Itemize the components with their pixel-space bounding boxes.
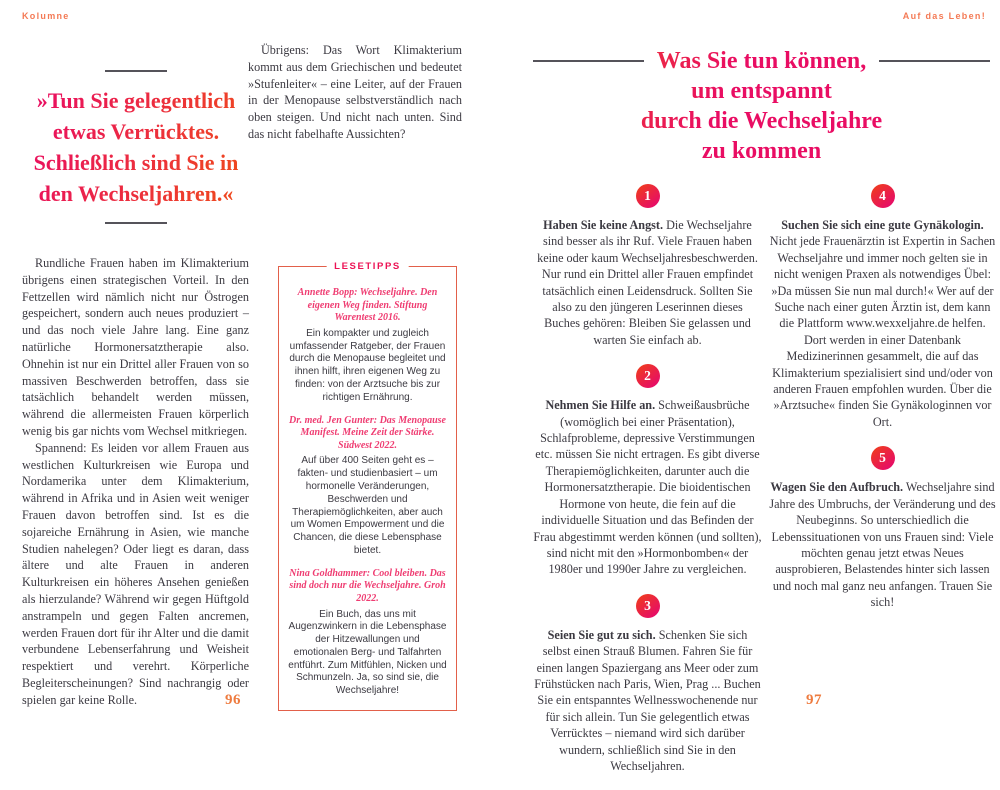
body-paragraph: Spannend: Es leiden vor allem Frauen aus westlichen Kulturkreisen wie Europa und Nordamerika unter dem Klimakterium, während in Afrika und in Asien weit weniger Frauen davon betroffen sind. Ist es die sojareiche Ernährung in Asien, wie manche Studien nahelegen? Oder liegt es daran, dass ältere und alte Frauen in anderen Kulturkreisen ein höheres Ansehen genießen als hierzulande? Während wir gegen Hüftgold anstrampeln und gegen Falten ancremen, werden Frauen dort für ihr Alter und die damit verbundene Lebenserfahrung und Weisheit respektiert und verehrt. Körperliche Begleiterscheinungen? Sind nachrangig oder spielen gar keine Rolle. (22, 440, 249, 707)
pull-quote-text (14, 85, 258, 209)
quote-line: etwas Verrücktes. (52, 119, 220, 144)
title-line: zu kommen (701, 138, 822, 164)
lesetipps-title: LESETIPPS (326, 261, 409, 272)
quote-line: »Tun Sie gelegentlich (36, 88, 236, 113)
step-item (533, 594, 762, 775)
body-paragraph: Rundliche Frauen haben im Klimakterium übrigens einen strategischen Vorteil. In den Fettzellen wird nämlich nicht nur Östrogen gespeichert, sondern auch neues produziert – und das noch viele Jahre lang. Eine ganz natürliche Hormonersatztherapie also. Ohnehin ist nur ein Drittel aller Frauen von so massiven Beschwerden betroffen, dass sie tatsächlich behandelt werden müssen, während die allermeisten Frauen körperlich wenig bis gar nichts vom Wechsel mitkriegen. (22, 256, 249, 438)
section-title-row (533, 46, 990, 76)
step-body: Wechseljahre sind Jahre des Umbruchs, der Veränderung und des Neubeginns. So unterschiedlich die Lebenssituationen von uns Frauen sind: Viele möchten genau jetzt etwas Neues ausprobieren, Belastendes hinter sich lassen und noch mal ganz neu anfangen. Trauen Sie sich! (769, 480, 996, 610)
step-item (533, 184, 762, 348)
step-lead: Wagen Sie den Aufbruch. (770, 480, 904, 495)
running-head-left: Kolumne (22, 11, 70, 21)
steps-column-2 (768, 184, 997, 627)
step-body: Die Wechseljahre sind besser als ihr Ruf. Viele Frauen haben keine oder kaum Wechseljahresbeschwerden. Nur rund ein Drittel aller Frauen empfindet tatsächlich einen Leidensdruck. Sollten Sie also zu den jüngeren Leserinnen dieses Buches gehören: Bleiben Sie gelassen und warten Sie einfach ab. (537, 218, 758, 347)
title-line: durch die Wechseljahre (640, 108, 883, 134)
folio-right: 97 (806, 692, 822, 708)
step-lead: Nehmen Sie Hilfe an. (545, 398, 656, 413)
book-recommendation (288, 287, 447, 405)
book-recommendation (288, 568, 447, 698)
step-number-badge: 4 (871, 184, 895, 208)
title-line: um entspannt (691, 78, 832, 104)
step-body: Schweißausbrüche (womöglich bei einer Präsentation), Schlafprobleme, depressive Verstimmungen etc. müssen Sie nicht ertragen. Es gibt diverse Therapiemöglichkeiten, darunter auch die Hormonersatztherapie. Die bioidentischen Hormone von heute, die fein auf die individuelle Situation und das Befinden der Frau abgestimmt werden können (und sollten), sind nicht mit den »Hormonbomben« der 1980er und 1990er Jahre zu vergleichen. (533, 398, 762, 577)
step-item (768, 446, 997, 610)
pull-quote (14, 70, 258, 224)
step-body: Nicht jede Frauenärztin ist Expertin in Sachen Wechseljahre und immer noch gelten sie in nicht wenigen Praxen als notwendiges Übel: »Da müssen Sie nun mal durch!« Wer auf der Suche nach einer guten Ärztin ist, dem kann die Plattform www.wexxeljahre.de helfen. Dort werden in einer Datenbank Medizinerinnen gesammelt, die auf das Klimakterium spezialisiert sind und/oder von anderen Frauen empfohlen wurden. Über die »Arztsuche« finden Sie Gynäkologinnen vor Ort. (769, 234, 996, 429)
book-title: Nina Goldhammer: Cool bleiben. Das sind doch nur die Wechseljahre. Groh 2022. (289, 567, 446, 604)
step-lead: Haben Sie keine Angst. (543, 218, 664, 232)
body-paragraph: Übrigens: Das Wort Klimakterium kommt aus dem Griechischen und bedeutet »Stufenleiter« – eine Leiter, auf der Frauen in der Menopause selbstverständlich nach oben steigen. Und nicht nach unten. Sind das nicht fabelhafte Aussichten? (248, 43, 462, 141)
quote-rule-bottom (105, 222, 167, 224)
lesetipps-box (278, 261, 457, 711)
title-line: Was Sie tun können, (656, 48, 867, 74)
folio-left: 96 (225, 692, 241, 708)
book-recommendation (288, 415, 447, 558)
steps-column-1 (533, 184, 762, 790)
book-title: Annette Bopp: Wechseljahre. Den eigenen Weg finden. Stiftung Warentest 2016. (297, 287, 438, 324)
book-description: Ein Buch, das uns mit Augenzwinkern in die Lebensphase der Hitzewallungen und emotionalen Berg- und Talfahrten entführt. Zum Mitfühlen, Nicken und Schmunzeln. Ja, so sind sie, die Wechseljahre! (288, 608, 447, 697)
book-description: Auf über 400 Seiten geht es – fakten- und studienbasiert – um hormonelle Veränderungen, Beschwerden und Therapiemöglichkeiten, aber auch um Women Empowerment und die Chancen, die diese Lebensphase bietet. (290, 455, 445, 556)
title-rule-right (879, 60, 990, 62)
step-body: Schenken Sie sich selbst einen Strauß Blumen. Fahren Sie für einen langen Spaziergang ans Meer oder zum Frühstücken nach Paris, Wien, Prag ... Buchen Sie ein entspanntes Wellnesswochenende nur für sich allein. Tun Sie gelegentlich etwas Verrücktes – niemand wird sich darüber wundern, schließlich sind Sie in den Wechseljahren. (534, 627, 761, 773)
book-description: Ein kompakter und zugleich umfassender Ratgeber, der Frauen durch die Menopause begleitet und ihnen hilft, ihren eigenen Weg zu finden: von der Arztsuche bis zur richtigen Ernährung. (289, 327, 446, 403)
step-number-badge: 1 (636, 184, 660, 208)
step-item (533, 364, 762, 577)
step-lead: Seien Sie gut zu sich. (547, 627, 656, 642)
quote-line: Schließlich sind Sie in (33, 150, 239, 175)
book-title: Dr. med. Jen Gunter: Das Menopause Manifest. Meine Zeit der Stärke. Südwest 2022. (289, 414, 446, 451)
step-item (768, 184, 997, 430)
step-number-badge: 3 (636, 594, 660, 618)
left-page-second-column (248, 42, 462, 143)
quote-line: den Wechseljahren.« (38, 181, 234, 206)
quote-rule-top (105, 70, 167, 72)
step-number-badge: 5 (871, 446, 895, 470)
title-rule-left (533, 60, 644, 62)
step-number-badge: 2 (636, 364, 660, 388)
left-body-column (22, 255, 249, 709)
section-title (533, 46, 990, 166)
running-head-right: Auf das Leben! (902, 11, 986, 21)
step-lead: Suchen Sie sich eine gute Gynäkologin. (781, 218, 984, 232)
